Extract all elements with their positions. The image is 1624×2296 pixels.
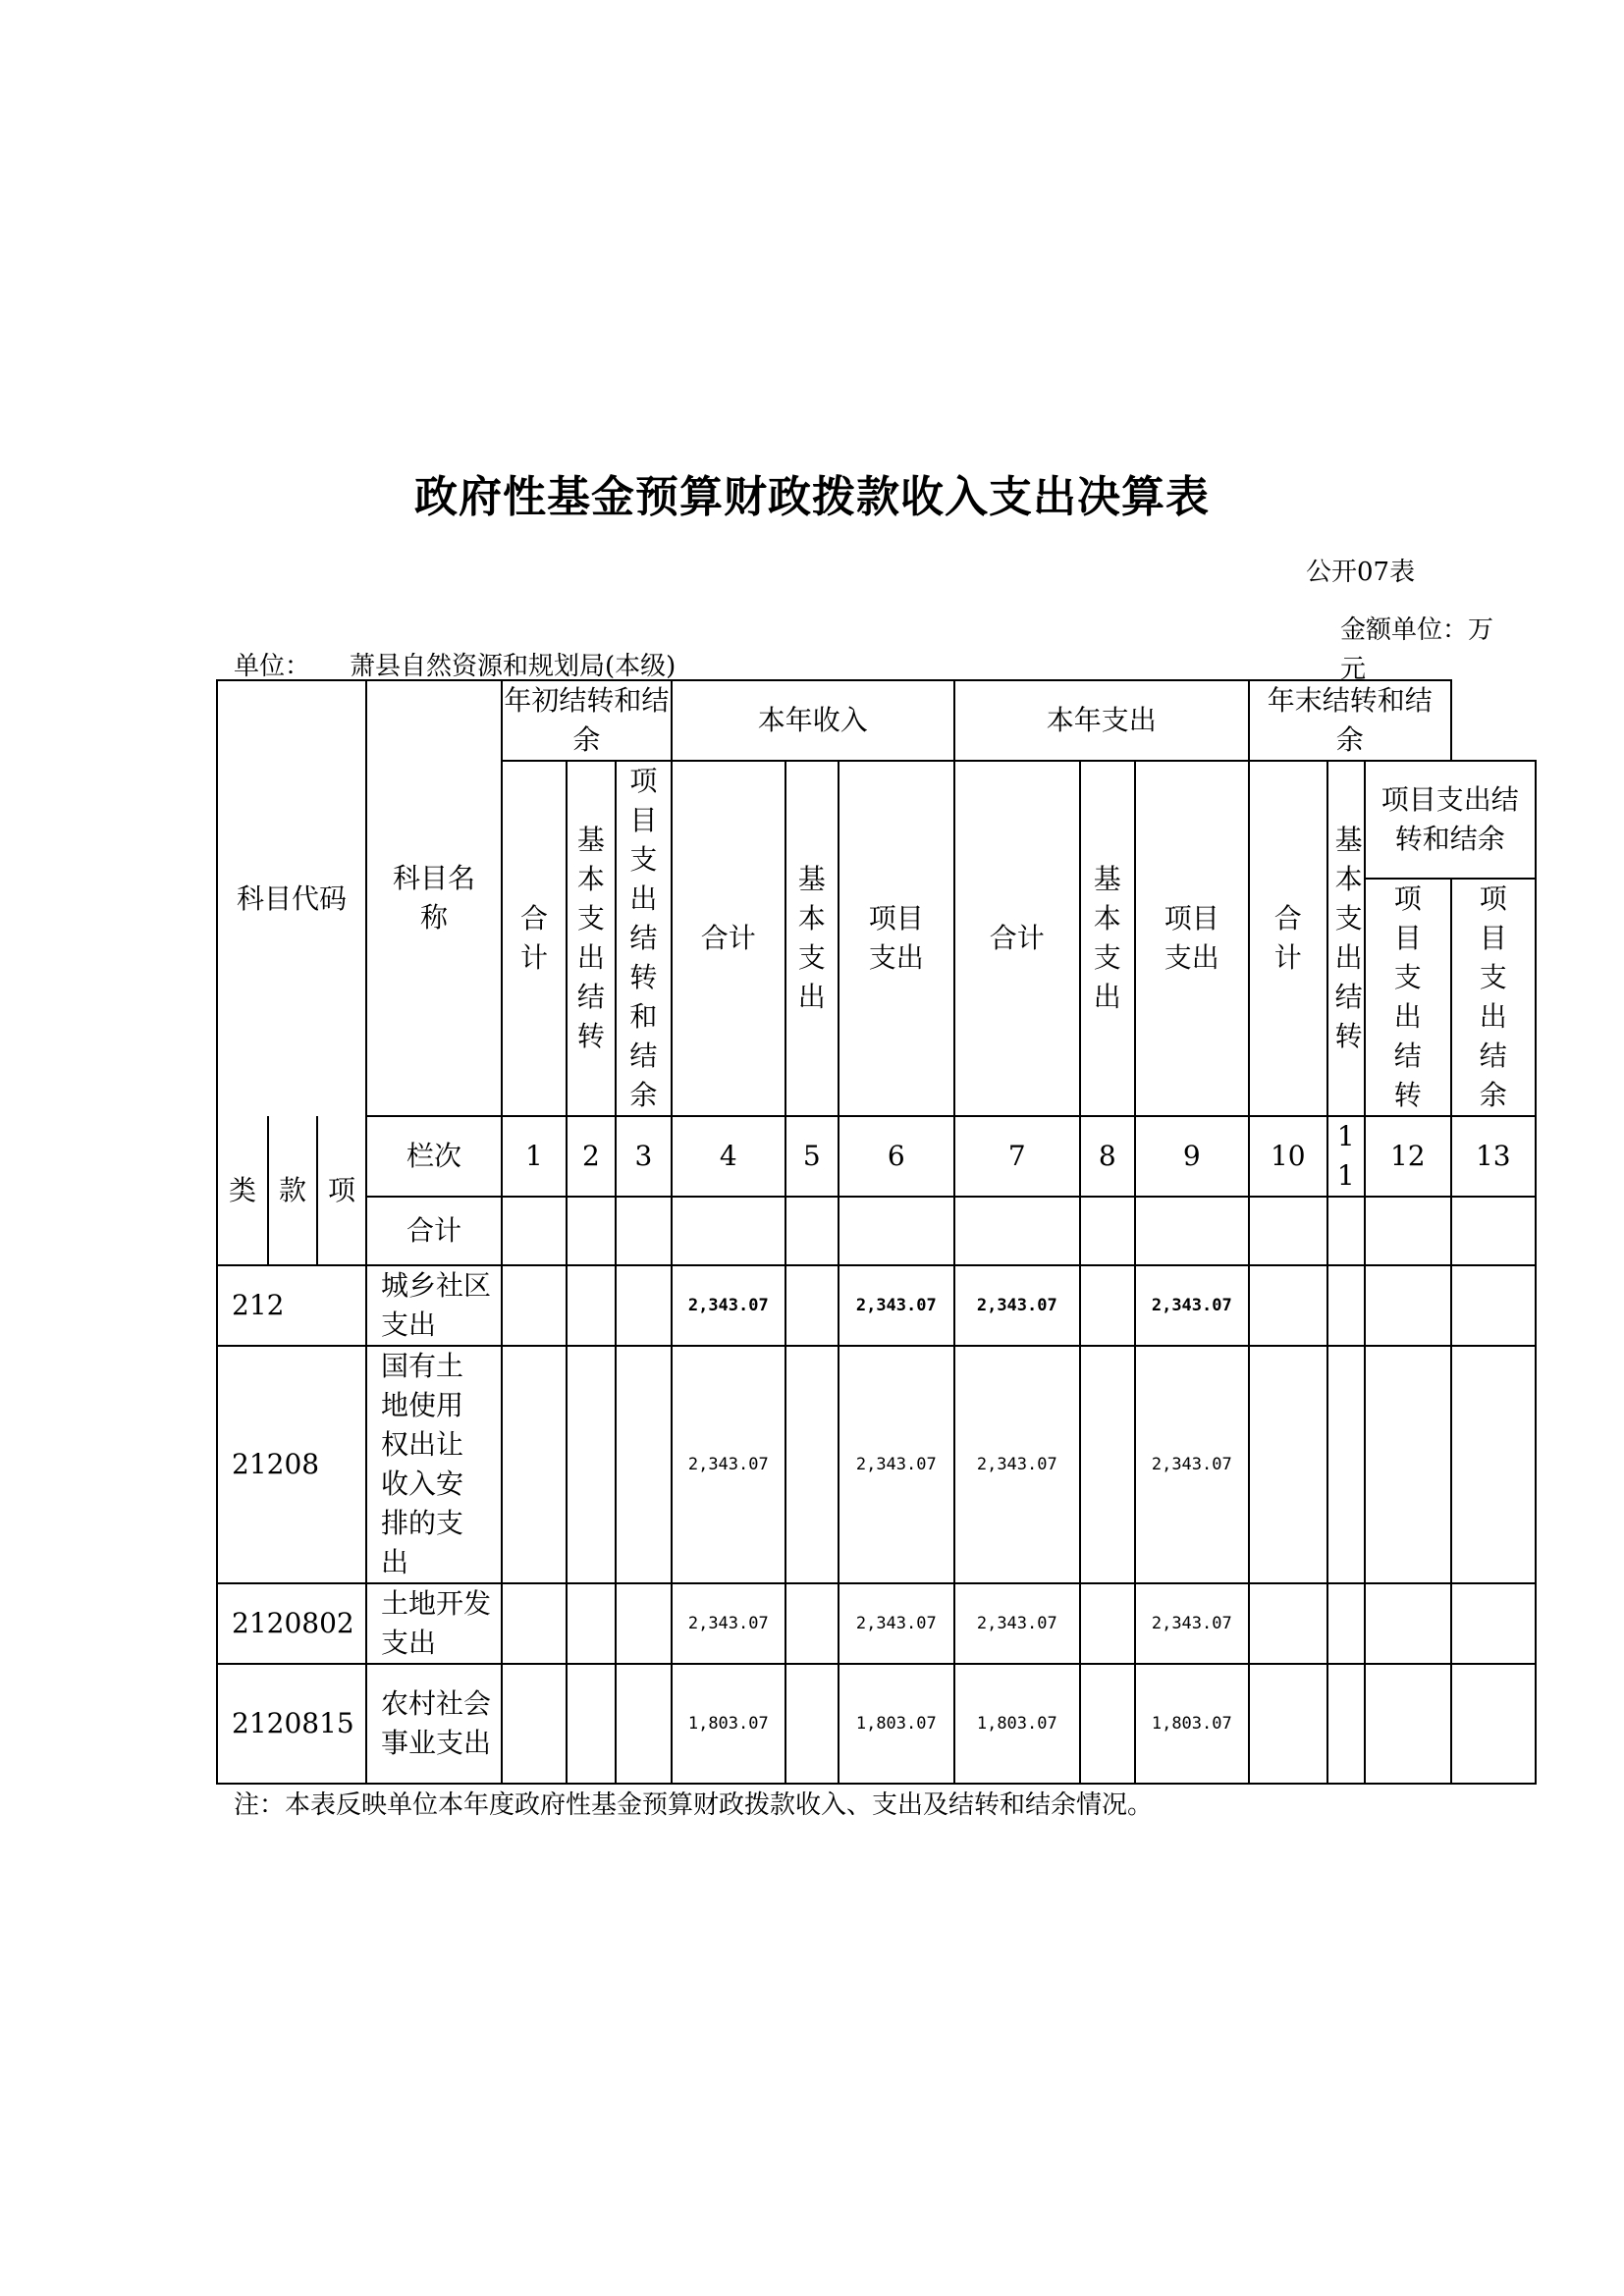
row-code: 2120802	[217, 1583, 366, 1664]
row-income-project: 2,343.07	[839, 1346, 954, 1583]
header-name: 科目名称	[366, 680, 502, 1116]
column-number: 7	[954, 1116, 1080, 1197]
header-expense-project: 项目支出	[1135, 761, 1249, 1116]
row-income-project: 2,343.07	[839, 1265, 954, 1346]
column-number: 11	[1327, 1116, 1365, 1197]
header-group-end: 年末结转和结余	[1249, 680, 1451, 761]
header-end-basic-carry: 基本支出结转	[1327, 761, 1365, 1116]
header-lei: 类	[217, 1116, 268, 1265]
header-sum: 合计	[366, 1197, 502, 1265]
header-income-project: 项目支出	[839, 761, 954, 1116]
row-expense-project: 2,343.07	[1135, 1583, 1249, 1664]
row-name: 国有土地使用权出让收入安排的支出	[366, 1346, 502, 1583]
header-end-project-carry: 项目支出结转	[1365, 879, 1451, 1116]
amount-unit-label: 金额单位：万元	[1340, 615, 1494, 684]
column-number: 1	[502, 1116, 567, 1197]
row-income-total: 2,343.07	[672, 1265, 785, 1346]
row-name: 农村社会事业支出	[366, 1664, 502, 1784]
column-number: 5	[785, 1116, 839, 1197]
header-begin-total: 合计	[502, 761, 567, 1116]
header-end-project-carry-balance: 项目支出结转和结余	[1365, 761, 1536, 879]
header-begin-project-carry-balance: 项目支出结转和结余	[616, 761, 672, 1116]
form-number: 公开07表	[1306, 558, 1416, 587]
row-expense-project: 2,343.07	[1135, 1265, 1249, 1346]
row-expense-project: 2,343.07	[1135, 1346, 1249, 1583]
row-code: 212	[217, 1265, 366, 1346]
header-kuan: 款	[268, 1116, 317, 1265]
row-code: 21208	[217, 1346, 366, 1583]
row-expense-total: 2,343.07	[954, 1265, 1080, 1346]
column-number: 4	[672, 1116, 785, 1197]
header-column-no: 栏次	[366, 1116, 502, 1197]
row-expense-total: 2,343.07	[954, 1583, 1080, 1664]
row-income-total: 2,343.07	[672, 1583, 785, 1664]
organization-label: 单位：	[234, 652, 311, 681]
row-income-total: 1,803.07	[672, 1664, 785, 1784]
column-number: 6	[839, 1116, 954, 1197]
table-row	[217, 1664, 1536, 1784]
column-number: 10	[1249, 1116, 1327, 1197]
header-group-expense: 本年支出	[954, 680, 1249, 761]
row-name: 土地开发支出	[366, 1583, 502, 1664]
row-income-total: 2,343.07	[672, 1346, 785, 1583]
row-name: 城乡社区支出	[366, 1265, 502, 1346]
column-number: 9	[1135, 1116, 1249, 1197]
column-number: 8	[1080, 1116, 1135, 1197]
column-number: 2	[567, 1116, 616, 1197]
column-number: 13	[1451, 1116, 1536, 1197]
organization-name: 萧县自然资源和规划局(本级)	[350, 652, 677, 681]
row-expense-total: 2,343.07	[954, 1346, 1080, 1583]
header-income-basic: 基本支出	[785, 761, 839, 1116]
header-income-total: 合计	[672, 761, 785, 1116]
header-expense-total: 合计	[954, 761, 1080, 1116]
header-group-income: 本年收入	[672, 680, 954, 761]
table-row	[217, 1346, 1536, 1583]
table-note: 注：本表反映单位本年度政府性基金预算财政拨款收入、支出及结转和结余情况。	[234, 1790, 1154, 1820]
header-expense-basic: 基本支出	[1080, 761, 1135, 1116]
row-code: 2120815	[217, 1664, 366, 1784]
header-end-total: 合计	[1249, 761, 1327, 1116]
organization-line	[234, 646, 676, 682]
header-begin-basic-carry: 基本支出结转	[567, 761, 616, 1116]
row-expense-total: 1,803.07	[954, 1664, 1080, 1784]
column-number: 12	[1365, 1116, 1451, 1197]
column-number: 3	[616, 1116, 672, 1197]
table-row	[217, 1265, 1536, 1346]
table-row	[217, 1583, 1536, 1664]
page-title: 政府性基金预算财政拨款收入支出决算表	[414, 472, 1210, 522]
row-income-project: 2,343.07	[839, 1583, 954, 1664]
header-group-begin: 年初结转和结余	[502, 680, 672, 761]
row-income-project: 1,803.07	[839, 1664, 954, 1784]
header-xiang: 项	[317, 1116, 366, 1265]
header-end-project-balance: 项目支出结余	[1451, 879, 1536, 1116]
budget-table	[216, 679, 1537, 1785]
row-expense-project: 1,803.07	[1135, 1664, 1249, 1784]
header-code: 科目代码	[217, 680, 366, 1116]
